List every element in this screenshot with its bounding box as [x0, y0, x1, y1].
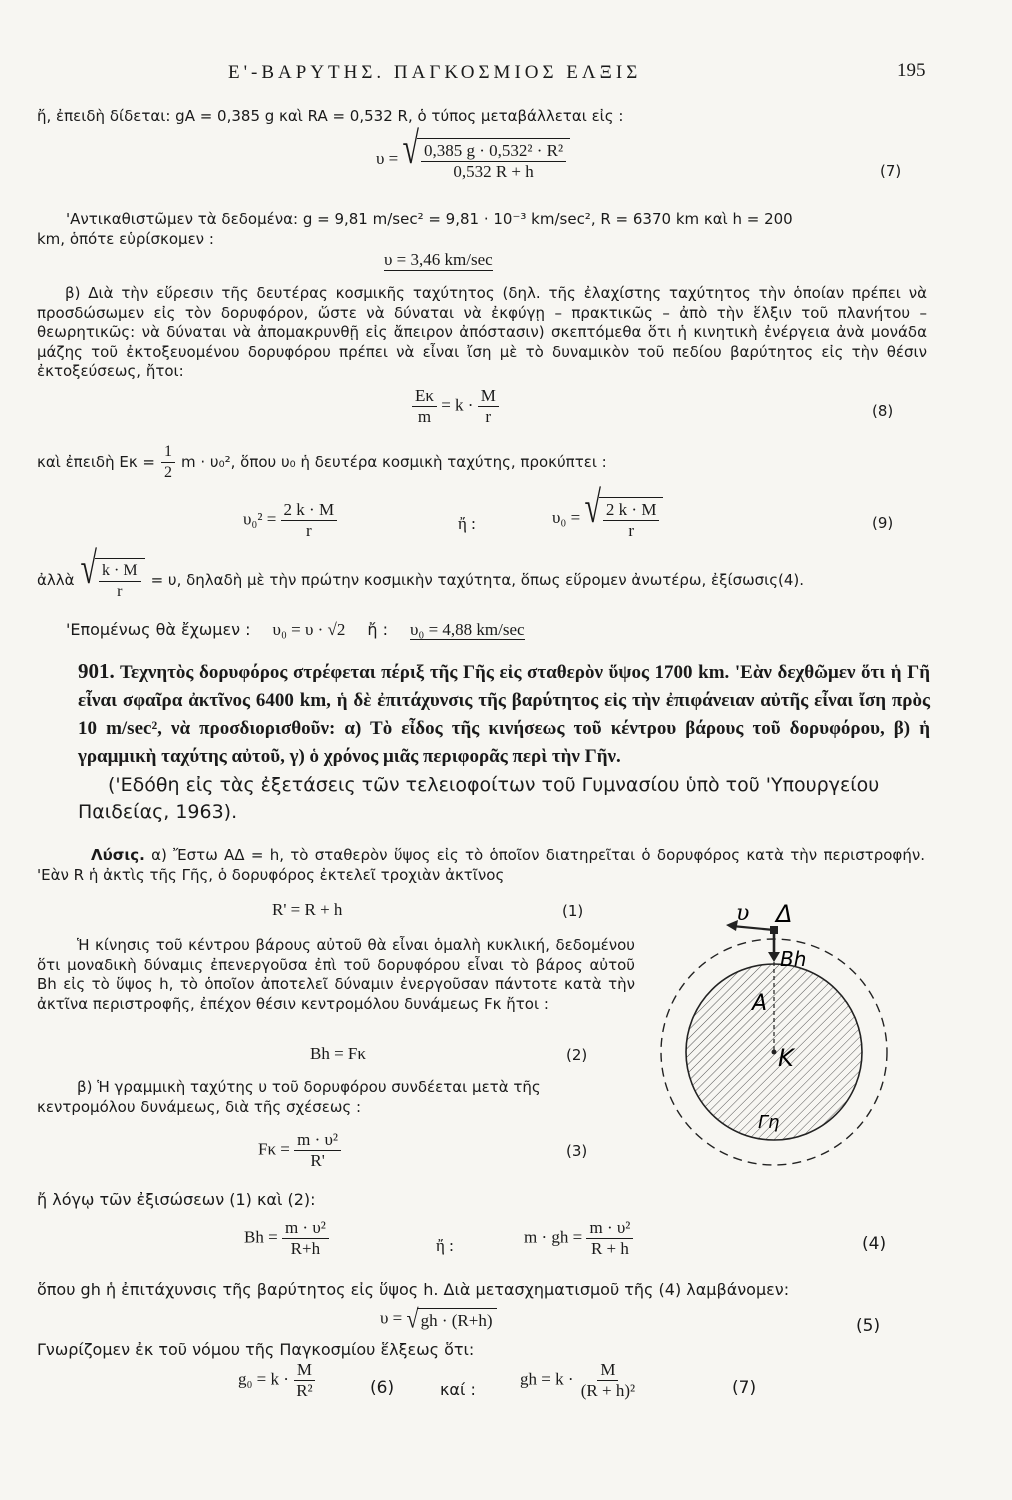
eq-label-9: (9)	[872, 514, 894, 532]
equation-8	[412, 386, 499, 427]
label-bh: Bh	[780, 947, 807, 971]
eq-label-s6: (6)	[370, 1378, 395, 1398]
eq-num: M	[294, 1360, 315, 1381]
alla-text-a: ἀλλὰ	[37, 570, 75, 589]
conclusion-line	[66, 620, 525, 640]
center-point	[772, 1050, 777, 1055]
eq-den: r	[628, 521, 634, 540]
eq7-kai: καί :	[440, 1380, 476, 1399]
equation-s7	[520, 1360, 638, 1401]
eq-lhs: m · gh =	[524, 1227, 583, 1247]
eq-lhs: Fκ =	[258, 1139, 290, 1159]
label-k: K	[778, 1044, 794, 1072]
problem-source: ('Εδόθη εἰς τὰς ἐξετάσεις τῶν τελειοφοίτων τοῦ Γυμνασίου ὑπὸ τοῦ 'Υπουργείου Παιδείας, 1963).	[78, 774, 880, 823]
eq-den: 0,532 R + h	[453, 162, 534, 181]
eq-num: m · υ²	[294, 1130, 341, 1151]
conclusion-result: υ₀ = 4,88 km/sec	[410, 620, 525, 639]
eq-label-8: (8)	[872, 402, 894, 420]
problem-number: 901.	[78, 659, 115, 683]
know-line: Γνωρίζομεν ἐκ τοῦ νόμου τῆς Παγκοσμίου ἕλξεως ὅτι:	[37, 1340, 475, 1359]
alla-text-b: = υ, δηλαδὴ μὲ τὴν πρώτην κοσμικὴν ταχύτητα, ὅπως εὕρομεν ἀνωτέρω, ἐξίσωσις(4).	[150, 570, 805, 589]
eq-num: 1	[161, 442, 175, 463]
eq-den: R+h	[290, 1239, 321, 1258]
ek-text-b: m · υ₀², ὅπου υ₀ ἡ δευτέρα κοσμικὴ ταχύτης, προκύπτει :	[181, 453, 607, 471]
label-v: υ	[736, 901, 750, 926]
intro-line: ἤ, ἐπειδὴ δίδεται: gA = 0,385 g καὶ RA = 0,532 R, ὁ τύπος μεταβάλλεται εἰς :	[37, 107, 624, 125]
eq-num: M	[597, 1360, 618, 1381]
eq-lhs: υ =	[376, 148, 399, 168]
eq-lhs: Bh =	[244, 1227, 278, 1247]
equation-s2: Bh = Fκ	[310, 1044, 366, 1063]
solution-intro-text: α) Ἔστω ΑΔ = h, τὸ σταθερὸν ὕψος εἰς τὸ ὁποῖον διατηρεῖται ὁ δορυφόρος κατὰ τὴν περιστροφήν. 'Εὰν R ἡ ἀκτὶς τῆς Γῆς, ὁ δορυφόρος ἐκτελεῖ τροχιὰν ἀκτῖνος	[37, 846, 925, 884]
equation-9-or: ἤ :	[458, 514, 476, 533]
eq-den: m	[417, 407, 432, 426]
eq-label-s7: (7)	[732, 1378, 757, 1398]
running-header: Ε'-ΒΑΡΥΤΗΣ. ΠΑΓΚΟΣΜΙΟΣ ΕΛΞΙΣ	[228, 62, 642, 83]
label-earth: Γη	[758, 1112, 780, 1133]
eq-num: m · υ²	[586, 1218, 633, 1239]
solution-label: Λύσις.	[91, 846, 145, 864]
page-number: 195	[897, 60, 926, 81]
conclusion-text: 'Επομένως θὰ ἔχωμεν :	[66, 620, 251, 639]
radical: √ $\frac{\text{0,385 g · 0,532² · R²}}{0,532 R + h}$	[403, 138, 571, 182]
equation-7-top	[376, 124, 570, 182]
ek-line	[37, 442, 607, 483]
eq-den: R + h	[590, 1239, 629, 1258]
eq-lhs: υ =	[380, 1308, 403, 1328]
solution-para1: Ἡ κίνησις τοῦ κέντρου βάρους αὐτοῦ θὰ εἶναι ὁμαλὴ κυκλική, δεδομένου ὅτι μοναδικὴ δύναμις ἐπενεργοῦσα ἐπὶ τοῦ δορυφόρου εἶναι τὸ βάρος αὐτοῦ Bh εἰς τὸ ὕψος h, τὸ ὁποῖον ἀποτελεῖ δύναμιν ἐνεργοῦσαν πάντοτε κατὰ τὴν ἀκτῖνα περιστροφῆς, ἐπέχον θέσιν κεντρομόλου δυνάμεως Fκ ἤτοι :	[37, 936, 635, 1013]
equation-9-left	[243, 500, 337, 541]
eq-label-7: (7)	[880, 162, 902, 180]
equation-s5: υ = √ gh · (R+h)	[380, 1308, 497, 1331]
eq-num: k · M	[99, 561, 141, 582]
equation-s6	[238, 1360, 316, 1401]
eq-label-s1: (1)	[562, 902, 584, 920]
eq-mid: = k ·	[441, 395, 474, 415]
eq-label-s5: (5)	[856, 1316, 881, 1336]
eq-den: r	[117, 583, 123, 600]
eq-den: (R + h)²	[580, 1381, 636, 1400]
solution-para2: β) Ἡ γραμμικὴ ταχύτης υ τοῦ δορυφόρου συνδέεται μετὰ τῆς κεντρομόλου δυνάμεως, διὰ τῆς σχέσεως :	[37, 1078, 541, 1116]
eq-num: 2 k · M	[603, 500, 660, 521]
eq-num: m · υ²	[282, 1218, 329, 1239]
equation-s4-left	[244, 1218, 329, 1259]
eq-lhs: υ₀² =	[243, 509, 277, 529]
substitution-line1: 'Αντικαθιστῶμεν τὰ δεδομένα: g = 9,81 m/sec² = 9,81 · 10⁻³ km/sec², R = 6370 km καὶ h = 200	[66, 210, 793, 228]
eq-body: gh · (R+h)	[420, 1311, 493, 1330]
problem-text: Τεχνητὸς δορυφόρος στρέφεται πέριξ τῆς Γῆς εἰς σταθερὸν ὕψος 1700 km. 'Εὰν δεχθῶμεν ὅτι ἡ Γῆ εἶναι σφαῖρα ἀκτῖνος 6400 km, ἡ δὲ ἐπιτάχυνσις τῆς βαρύτητος εἰς τὴν ἐπιφάνειαν αὐτῆς εἶναι ἴση πρὸς 10 m/sec², νὰ προσδιορισθοῦν: α) Τὸ εἶδος τῆς κινήσεως τοῦ κέντρου βάρους τοῦ δορυφόρου, β) ἡ γραμμικὴ ταχύτης αὐτοῦ, γ) ὁ χρόνος μιᾶς περιφορᾶς περὶ τὴν Γῆν.	[78, 662, 930, 767]
conclusion-or: ἤ :	[367, 620, 388, 639]
where-line: ὅπου gh ἡ ἐπιτάχυνσις τῆς βαρύτητος εἰς ὕψος h. Διὰ μετασχηματισμοῦ τῆς (4) λαμβάνομεν:	[37, 1280, 790, 1299]
equation-s4-or: ἤ :	[436, 1236, 454, 1255]
eq-lhs: g₀ = k ·	[238, 1369, 289, 1389]
part-b-paragraph: β) Διὰ τὴν εὕρεσιν τῆς δευτέρας κοσμικῆς ταχύτητος (δηλ. τῆς ἐλαχίστης ταχύτητος τὴν ὁποίαν πρέπει νὰ προσδώσωμεν εἰς τὸν δορυφόρον, ὥστε νὰ δύναται νὰ ἐκφύγῃ – πρακτικῶς – ἀπὸ τὴν ἕλξιν τοῦ πλανήτου – θεωρητικῶς: νὰ δύναται νὰ ἀπομακρυνθῇ εἰς ἄπειρον ἀπόστασιν) σκεπτόμεθα ὅτι ἡ κινητικὴ ἐνέργεια ἀνὰ μονάδα μάζης τοῦ ἐκτοξευομένου δορυφόρου πρέπει νὰ εἶναι ἴση μὲ τὸ δυναμικὸν τοῦ πεδίου βαρύτητος εἰς τὴν θέσιν ἐκτοξεύσεως, ἤτοι:	[37, 284, 927, 381]
velocity-arrow	[732, 926, 774, 930]
eq-den: 2	[164, 464, 173, 481]
ek-text-a: καὶ ἐπειδὴ Eκ =	[37, 453, 156, 471]
eq-label-s4: (4)	[862, 1234, 887, 1254]
equation-s4-right	[524, 1218, 633, 1259]
eq-lhs: υ₀ =	[552, 507, 581, 527]
eq-lhs: gh = k ·	[520, 1369, 574, 1389]
equation-s3	[258, 1130, 341, 1171]
eq-den: r	[485, 407, 492, 426]
equation-9-right: υ₀ = √ $\frac{2 k \cdot M}{r}$	[552, 497, 663, 541]
eq-den: R'	[310, 1151, 325, 1170]
via-line: ἤ λόγῳ τῶν ἐξισώσεων (1) καὶ (2):	[37, 1190, 316, 1209]
label-a: A	[752, 991, 768, 1016]
eq-den: r	[305, 521, 312, 540]
eq-label-s3: (3)	[566, 1142, 588, 1160]
weight-arrowhead	[768, 952, 780, 962]
eq-num: 0,385 g · 0,532² · R²	[421, 141, 566, 162]
eq-num: 2 k · M	[281, 500, 338, 521]
alla-line: ἀλλὰ √ $\frac{k \cdot M}{r}$ = υ, δηλαδὴ μὲ τὴν πρώτην κοσμικὴν ταχύτητα, ὅπως εὕρομεν ἀνωτέρω, ἐξίσωσις(4).	[37, 544, 805, 600]
problem-901	[78, 657, 930, 771]
orbit-diagram	[640, 900, 930, 1200]
result-velocity: υ = 3,46 km/sec	[384, 250, 493, 269]
eq-num: M	[478, 386, 499, 407]
substitution-line2: km, ὁπότε εὑρίσκομεν :	[37, 230, 214, 248]
solution-intro	[37, 846, 925, 885]
label-delta: Δ	[776, 900, 793, 928]
equation-s1: R' = R + h	[272, 900, 343, 919]
eq-label-s2: (2)	[566, 1046, 588, 1064]
eq-den: R²	[296, 1381, 313, 1400]
conclusion-eq: υ₀ = υ · √2	[272, 620, 346, 639]
eq-num: Eκ	[412, 386, 437, 407]
